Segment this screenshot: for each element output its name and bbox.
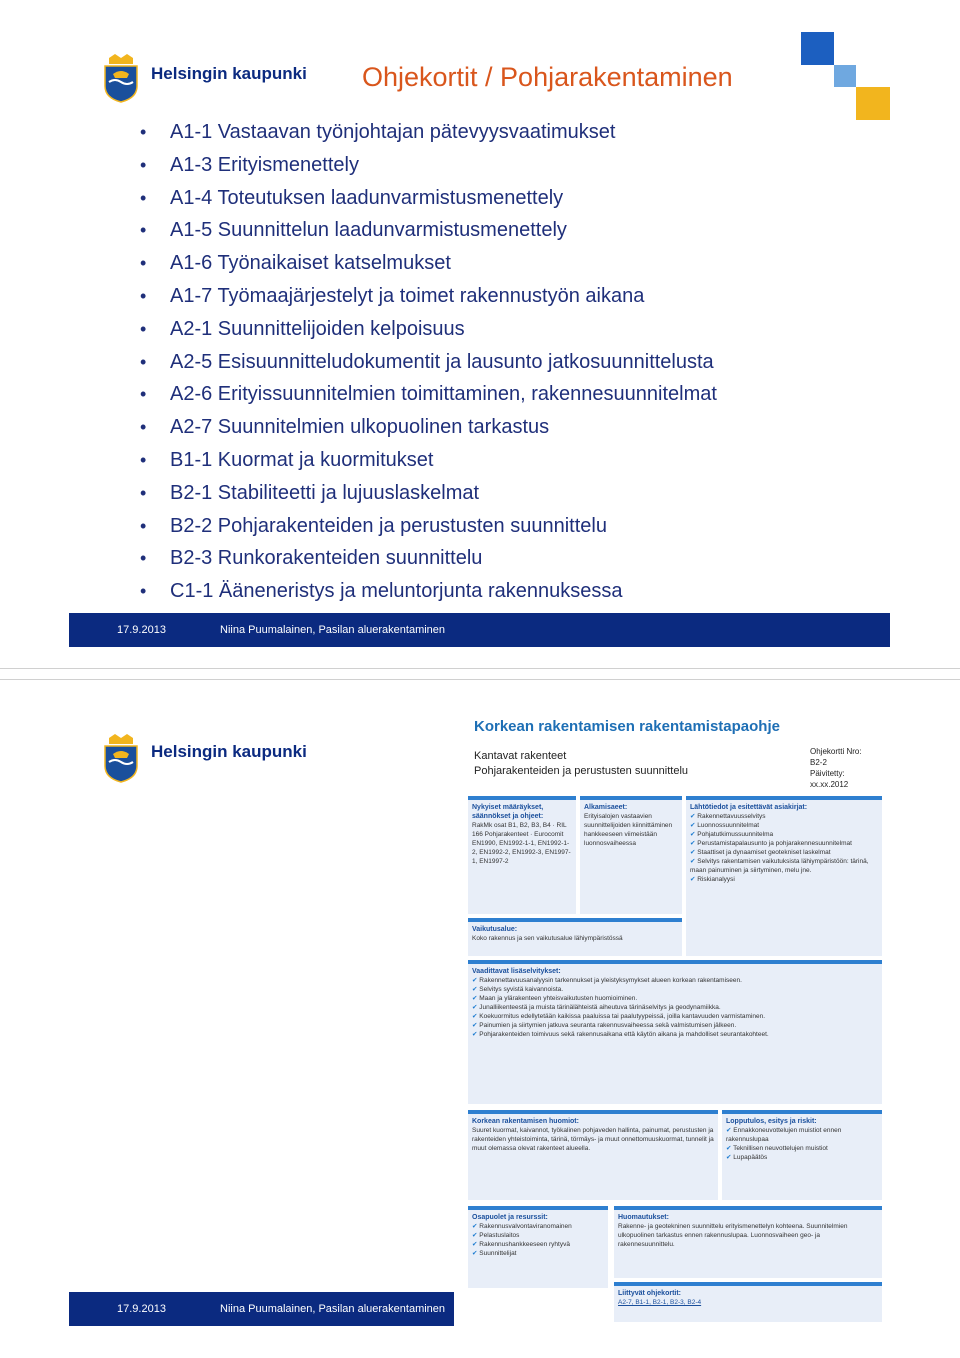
- box-item: ✔ Teknillisen neuvottelujen muistiot: [726, 1144, 878, 1153]
- meta-value: B2-2: [810, 758, 827, 767]
- box-title: Liittyvät ohjekortit:: [618, 1290, 682, 1297]
- box-item: ✔ Suunnittelijat: [472, 1249, 604, 1258]
- box-item: ✔ Rakennettavuusselvitys: [690, 812, 878, 821]
- card-meta: [810, 746, 862, 790]
- list-item: • A1-5 Suunnittelun laadunvarmistusmenettely: [140, 216, 717, 249]
- list-item: • A1-7 Työmaajärjestelyt ja toimet rakennustyön aikana: [140, 282, 717, 315]
- box-title: Lopputulos, esitys ja riskit:: [726, 1118, 817, 1125]
- list-item: • A1-3 Erityismenettely: [140, 151, 717, 184]
- card-subheading: Kantavat rakenteet: [474, 750, 567, 762]
- box-item: ✔ Luonnossuunnitelmat: [690, 821, 878, 830]
- list-item: • A1-4 Toteutuksen laadunvarmistusmenettely: [140, 184, 717, 217]
- box-item: ✔ Selvitys syvistä kaivannoista.: [472, 985, 878, 994]
- box-item: ✔ Rakennusvalvontaviranomainen: [472, 1222, 604, 1231]
- box-title: Alkamisaeet:: [584, 804, 628, 811]
- card-heading: Korkean rakentamisen rakentamistapaohje: [474, 718, 780, 735]
- list-item: • B1-1 Kuormat ja kuormitukset: [140, 446, 717, 479]
- meta-value: xx.xx.2012: [810, 780, 849, 789]
- box-huomautukset: [614, 1206, 882, 1278]
- box-item: ✔ Selvitys rakentamisen vaikutuksista lähiympäristöön: tärinä, maan painuminen ja siirtyminen, melu jne.: [690, 857, 878, 875]
- card-subheading: Pohjarakenteiden ja perustusten suunnittelu: [474, 765, 689, 777]
- box-title: Nykyiset määräykset, säännökset ja ohjeet:: [472, 804, 544, 820]
- box-osapuolet: [468, 1206, 608, 1288]
- list-item: • A2-1 Suunnittelijoiden kelpoisuus: [140, 315, 717, 348]
- box-huomiot: [468, 1110, 718, 1200]
- box-liittyvat: [614, 1282, 882, 1322]
- list-item: • B2-2 Pohjarakenteiden ja perustusten suunnittelu: [140, 512, 717, 545]
- box-title: Osapuolet ja resurssit:: [472, 1214, 548, 1221]
- list-item: • A1-6 Työnaikaiset katselmukset: [140, 249, 717, 282]
- list-item: • C1-1 Ääneneristys ja meluntorjunta rakennuksessa: [140, 577, 717, 610]
- slide-1: [0, 0, 960, 668]
- box-title: Huomautukset:: [618, 1214, 669, 1221]
- footer-author: Niina Puumalainen, Pasilan aluerakentaminen: [220, 1303, 446, 1315]
- ohjekortti-card: [454, 706, 890, 1326]
- box-item: ✔ Junalliikenteestä ja muista tärinälähteistä aiheutuva tärinäselvitys ja geodynamiikka.: [472, 1003, 878, 1012]
- box-alkamisaeet: [580, 796, 682, 914]
- box-lopputulos: [722, 1110, 882, 1200]
- box-item: ✔ Pelastuslaitos: [472, 1231, 604, 1240]
- list-item: • A1-1 Vastaavan työnjohtajan pätevyysvaatimukset: [140, 118, 717, 151]
- box-item: ✔ Painumien ja siirtymien jatkuva seuranta rakennusvaiheessa sekä valmistumisen jälkeen.: [472, 1021, 878, 1030]
- box-title: Vaadittavat lisäselvitykset:: [472, 968, 561, 975]
- box-text: Suuret kuormat, kaivannot, työkalinen pohjaveden hallinta, painumat, perustusten ja rakenteiden yhteistoiminta, tärinä, törmäys- ja muut onnettomuuskuormat, tunnelit ja muut olemassa olevat rakenteet alueella.: [472, 1127, 714, 1152]
- list-item: • B2-1 Stabiliteetti ja lujuuslaskelmat: [140, 479, 717, 512]
- box-title: Vaikutusalue:: [472, 926, 518, 933]
- org-name: Helsingin kaupunki: [151, 64, 307, 83]
- meta-label: Ohjekortti Nro:: [810, 747, 862, 756]
- box-item: ✔ Perustamistapalausunto ja pohjarakennesuunnitelmat: [690, 839, 878, 848]
- box-title: Korkean rakentamisen huomiot:: [472, 1118, 579, 1125]
- list-item: • A2-6 Erityissuunnitelmien toimittaminen, rakennesuunnitelmat: [140, 380, 717, 413]
- slide-title: Ohjekortit / Pohjarakentaminen: [362, 62, 733, 92]
- box-item: ✔ Koekuormitus edellytetään kaikissa paaluissa tai paalutyypeissä, joilla kantavuuden varmistaminen.: [472, 1012, 878, 1021]
- ohjekortti-list: [140, 118, 717, 610]
- org-name: Helsingin kaupunki: [151, 742, 307, 761]
- box-item: ✔ Pohjarakenteiden toimivuus sekä rakennusaikana että käytön aikana ja mahdolliset seurantakohteet.: [472, 1030, 878, 1039]
- box-item: ✔ Lupapäätös: [726, 1153, 878, 1162]
- helsinki-crest-icon: [103, 52, 139, 104]
- list-item: • A2-5 Esisuunnitteludokumentit ja lausunto jatkosuunnittelusta: [140, 348, 717, 381]
- footer-author: Niina Puumalainen, Pasilan aluerakentaminen: [220, 624, 446, 636]
- page-separator: [0, 668, 960, 680]
- box-item: ✔ Rakennushankkeeseen ryhtyvä: [472, 1240, 604, 1249]
- box-item: ✔ Ennakkoneuvottelujen muistiot ennen rakennuslupaa: [726, 1126, 878, 1144]
- box-title: Lähtötiedot ja esitettävät asiakirjat:: [690, 804, 808, 811]
- box-item: ✔ Staattiset ja dynaamiset geotekniset laskelmat: [690, 848, 878, 857]
- box-text: Erityisalojen vastaavien suunnittelijoiden kiinnittäminen hankkeeseen viimeistään luonnosvaiheessa: [584, 813, 673, 847]
- footer-date: 17.9.2013: [117, 624, 166, 636]
- slide-footer: [69, 613, 890, 647]
- box-nykyiset: [468, 796, 576, 914]
- box-item: ✔ Riskianalyysi: [690, 875, 878, 884]
- meta-label: Päivitetty:: [810, 769, 845, 778]
- box-item: ✔ Rakennettavuusanalyysin tarkennukset ja yleistyksymykset alueen korkean rakentamiseen.: [472, 976, 878, 985]
- box-text: Koko rakennus ja sen vaikutusalue lähiympäristössä: [472, 935, 623, 942]
- box-lisaselvitykset: [468, 960, 882, 1104]
- box-text: Rakenne- ja geotekninen suunnittelu erityismenettelyn kohteena. Suunnitelmien ulkopuolinen tarkastus ennen rakennuslupaa. Luonnosvaiheen geo- ja rakennesuunnittelu.: [618, 1223, 848, 1248]
- list-item: • A2-7 Suunnitelmien ulkopuolinen tarkastus: [140, 413, 717, 446]
- footer-date: 17.9.2013: [117, 1303, 166, 1315]
- box-item: ✔ Pohjatutkimussuunnitelma: [690, 830, 878, 839]
- related-links[interactable]: A2-7, B1-1, B2-1, B2-3, B2-4: [618, 1299, 702, 1306]
- box-lahtotiedot: [686, 796, 882, 956]
- helsinki-crest-icon: [103, 732, 139, 784]
- box-vaikutusalue: [468, 918, 682, 956]
- list-item: • B2-3 Runkorakenteiden suunnittelu: [140, 544, 717, 577]
- box-item: ✔ Maan ja ylärakenteen yhteisvaikutusten huomioiminen.: [472, 994, 878, 1003]
- box-text: RakMk osat B1, B2, B3, B4 · RIL 166 Pohjarakenteet · Eurocomit EN1990, EN1992-1-1, EN1992-1-2, EN1992-2, EN1992-3, EN1997-1, EN1997-2: [472, 822, 571, 865]
